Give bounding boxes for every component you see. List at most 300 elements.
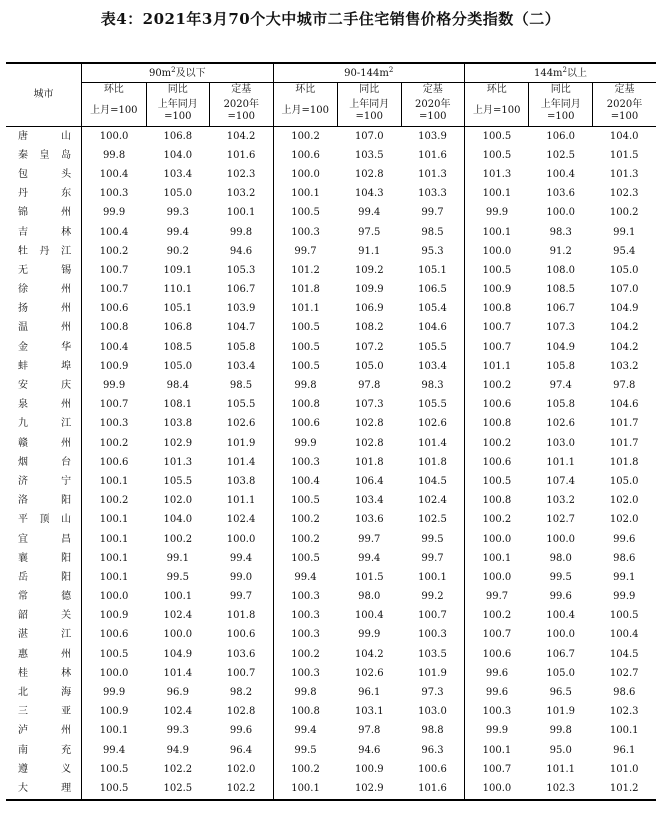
value-cell: 102.4	[418, 495, 447, 507]
subheader-mom: 环比	[273, 83, 337, 97]
value-cell: 106.4	[354, 475, 384, 487]
city-cell: 牡丹江	[6, 242, 82, 261]
value-cell: 99.1	[166, 552, 189, 564]
table-row	[6, 261, 656, 280]
value-cell: 104.9	[163, 648, 193, 660]
value-cell: 104.0	[163, 514, 193, 526]
base-label: 2020年 =100	[401, 96, 464, 127]
value-cell: 107.3	[546, 322, 576, 334]
value-cell: 101.9	[546, 706, 576, 718]
value-cell: 99.9	[613, 591, 636, 603]
value-cell: 106.7	[546, 303, 576, 315]
value-cell: 100.5	[273, 204, 337, 223]
value-cell: 104.5	[418, 475, 447, 487]
value-cell: 100.2	[609, 207, 639, 219]
value-cell: 100.2	[99, 437, 129, 449]
value-cell: 100.9	[99, 610, 129, 622]
value-cell: 98.0	[549, 552, 572, 564]
city-cell: 宜昌	[6, 530, 82, 549]
value-cell: 100.1	[99, 552, 129, 564]
table-row	[6, 165, 656, 184]
group-header-large: $144m^2$以上	[464, 64, 656, 83]
value-cell: 100.3	[273, 664, 337, 683]
value-cell: 96.1	[358, 687, 381, 699]
value-cell: 100.0	[546, 533, 576, 545]
value-cell: 96.9	[166, 687, 189, 699]
value-cell: 95.4	[613, 245, 636, 257]
value-cell: 100.5	[99, 648, 129, 660]
city-cell: 泉州	[6, 396, 82, 415]
value-cell: 99.9	[464, 722, 528, 741]
value-cell: 104.9	[546, 341, 576, 353]
value-cell: 100.1	[99, 514, 129, 526]
value-cell: 100.2	[464, 607, 528, 626]
value-cell: 100.5	[99, 763, 129, 775]
value-cell: 109.1	[163, 264, 193, 276]
value-cell: 97.4	[549, 380, 572, 392]
city-cell: 无锡	[6, 261, 82, 280]
value-cell: 104.7	[226, 322, 256, 334]
value-cell: 102.3	[226, 168, 256, 180]
table-row	[6, 472, 656, 491]
city-cell: 徐州	[6, 281, 82, 300]
page-title: 表4：2021年3月70个大中城市二手住宅销售价格分类指数（二）	[100, 10, 561, 28]
price-index-table	[6, 62, 656, 801]
table-row	[6, 338, 656, 357]
value-cell: 108.1	[163, 399, 193, 411]
value-cell: 108.5	[163, 341, 193, 353]
city-cell: 遵义	[6, 760, 82, 779]
value-cell: 106.9	[354, 303, 384, 315]
value-cell: 106.5	[418, 284, 447, 296]
value-cell: 100.3	[273, 607, 337, 626]
value-cell: 100.6	[464, 453, 528, 472]
city-cell: 常德	[6, 588, 82, 607]
value-cell: 102.4	[226, 514, 256, 526]
value-cell: 105.5	[226, 399, 256, 411]
value-cell: 100.7	[464, 338, 528, 357]
value-cell: 103.1	[354, 706, 384, 718]
table-row	[6, 357, 656, 376]
value-cell: 103.9	[418, 130, 447, 142]
value-cell: 96.3	[421, 744, 444, 756]
value-cell: 102.8	[226, 706, 256, 718]
city-cell: 泸州	[6, 722, 82, 741]
value-cell: 103.4	[418, 360, 447, 372]
value-cell: 100.2	[163, 533, 193, 545]
value-cell: 99.4	[166, 226, 189, 238]
value-cell: 98.3	[421, 380, 444, 392]
value-cell: 100.4	[99, 341, 129, 353]
value-cell: 99.5	[421, 533, 444, 545]
value-cell: 99.9	[102, 380, 126, 392]
value-cell: 103.6	[546, 188, 576, 200]
value-cell: 101.2	[592, 779, 656, 799]
city-cell: 金华	[6, 338, 82, 357]
value-cell: 107.3	[354, 399, 384, 411]
value-cell: 100.2	[464, 434, 528, 453]
value-cell: 99.6	[613, 533, 636, 545]
value-cell: 104.6	[418, 322, 447, 334]
city-cell: 安庆	[6, 376, 82, 395]
value-cell: 100.5	[273, 357, 337, 376]
value-cell: 103.6	[226, 648, 256, 660]
table-row	[6, 607, 656, 626]
city-cell: 丹东	[6, 185, 82, 204]
value-cell: 100.6	[273, 415, 337, 434]
value-cell: 101.6	[226, 149, 256, 161]
value-cell: 100.1	[464, 185, 528, 204]
value-cell: 102.3	[609, 706, 639, 718]
value-cell: 100.7	[464, 319, 528, 338]
value-cell: 101.9	[418, 667, 447, 679]
value-cell: 100.7	[99, 284, 129, 296]
value-cell: 99.6	[229, 725, 253, 737]
value-cell: 94.9	[166, 744, 189, 756]
value-cell: 107.2	[354, 341, 384, 353]
city-cell: 扬州	[6, 300, 82, 319]
city-cell: 烟台	[6, 453, 82, 472]
value-cell: 99.6	[464, 664, 528, 683]
value-cell: 101.4	[163, 667, 193, 679]
value-cell: 102.0	[609, 514, 639, 526]
value-cell: 91.2	[549, 245, 572, 257]
value-cell: 108.0	[546, 264, 576, 276]
value-cell: 101.3	[464, 165, 528, 184]
value-cell: 101.5	[609, 149, 639, 161]
value-cell: 100.1	[99, 725, 129, 737]
city-cell: 九江	[6, 415, 82, 434]
table-row	[6, 511, 656, 530]
value-cell: 102.2	[163, 763, 193, 775]
value-cell: 100.7	[99, 399, 129, 411]
city-cell: 蚌埠	[6, 357, 82, 376]
value-cell: 106.7	[226, 284, 256, 296]
value-cell: 99.8	[549, 725, 572, 737]
value-cell: 109.2	[354, 264, 384, 276]
value-cell: 100.3	[273, 223, 337, 242]
value-cell: 100.6	[226, 629, 256, 641]
city-column-header: 城市	[6, 64, 82, 127]
value-cell: 105.1	[418, 264, 447, 276]
city-cell: 包头	[6, 165, 82, 184]
table-row	[6, 434, 656, 453]
city-cell: 秦皇岛	[6, 146, 82, 165]
base-label: 上年同月 =100	[146, 96, 209, 127]
value-cell: 99.9	[273, 434, 337, 453]
value-cell: 105.1	[163, 303, 193, 315]
city-cell: 平顶山	[6, 511, 82, 530]
subheader-yoy: 同比	[529, 83, 592, 97]
value-cell: 96.5	[549, 687, 572, 699]
value-cell: 100.6	[273, 146, 337, 165]
value-cell: 104.2	[354, 648, 384, 660]
value-cell: 103.2	[546, 495, 576, 507]
value-cell: 104.2	[226, 130, 256, 142]
table-row	[6, 760, 656, 779]
value-cell: 100.3	[464, 703, 528, 722]
table-row	[6, 376, 656, 395]
value-cell: 107.0	[354, 130, 384, 142]
value-cell: 100.1	[273, 185, 337, 204]
value-cell: 99.7	[421, 552, 444, 564]
value-cell: 105.0	[163, 188, 193, 200]
table-row	[6, 549, 656, 568]
city-cell: 吉林	[6, 223, 82, 242]
value-cell: 100.1	[99, 475, 129, 487]
value-cell: 100.2	[99, 495, 129, 507]
city-cell: 湛江	[6, 626, 82, 645]
value-cell: 102.8	[354, 418, 384, 430]
value-cell: 100.5	[273, 338, 337, 357]
table-row	[6, 185, 656, 204]
city-cell: 洛阳	[6, 492, 82, 511]
city-cell: 南充	[6, 741, 82, 760]
city-cell: 岳阳	[6, 568, 82, 587]
value-cell: 102.5	[546, 149, 576, 161]
value-cell: 100.5	[464, 261, 528, 280]
value-cell: 100.3	[99, 188, 129, 200]
city-cell: 温州	[6, 319, 82, 338]
value-cell: 108.2	[354, 322, 384, 334]
table-row	[6, 626, 656, 645]
value-cell: 94.6	[229, 245, 253, 257]
value-cell: 99.5	[549, 571, 572, 583]
value-cell: 97.3	[421, 687, 444, 699]
value-cell: 108.5	[546, 284, 576, 296]
value-cell: 100.2	[273, 511, 337, 530]
value-cell: 100.1	[226, 207, 256, 219]
value-cell: 103.6	[354, 514, 384, 526]
value-cell: 102.5	[418, 514, 447, 526]
value-cell: 100.2	[464, 376, 528, 395]
value-cell: 101.6	[418, 149, 447, 161]
value-cell: 100.6	[464, 645, 528, 664]
value-cell: 105.0	[163, 360, 193, 372]
value-cell: 100.4	[99, 226, 129, 238]
value-cell: 100.5	[273, 549, 337, 568]
city-cell: 唐山	[6, 127, 82, 147]
value-cell: 100.0	[546, 629, 576, 641]
value-cell: 100.5	[82, 779, 146, 799]
value-cell: 100.7	[418, 610, 447, 622]
value-cell: 100.3	[273, 588, 337, 607]
value-cell: 99.4	[273, 568, 337, 587]
value-cell: 100.8	[464, 415, 528, 434]
value-cell: 104.6	[609, 399, 639, 411]
value-cell: 100.1	[464, 549, 528, 568]
value-cell: 105.0	[609, 264, 639, 276]
value-cell: 100.7	[226, 667, 256, 679]
city-cell: 三亚	[6, 703, 82, 722]
value-cell: 101.6	[401, 779, 464, 799]
table-row	[6, 683, 656, 702]
value-cell: 102.7	[546, 514, 576, 526]
value-cell: 100.5	[273, 319, 337, 338]
value-cell: 100.3	[273, 626, 337, 645]
value-cell: 104.5	[609, 648, 639, 660]
value-cell: 100.7	[464, 760, 528, 779]
value-cell: 105.8	[546, 360, 576, 372]
value-cell: 103.8	[226, 475, 256, 487]
value-cell: 101.4	[418, 437, 447, 449]
city-cell: 桂林	[6, 664, 82, 683]
value-cell: 99.4	[358, 552, 381, 564]
value-cell: 101.2	[273, 261, 337, 280]
value-cell: 104.3	[354, 188, 384, 200]
table-row	[6, 530, 656, 549]
table-row	[6, 281, 656, 300]
value-cell: 99.7	[273, 242, 337, 261]
value-cell: 99.7	[358, 533, 381, 545]
table-row	[6, 645, 656, 664]
value-cell: 105.4	[418, 303, 447, 315]
value-cell: 103.2	[226, 188, 256, 200]
value-cell: 100.1	[99, 533, 129, 545]
value-cell: 105.0	[609, 475, 639, 487]
value-cell: 101.7	[609, 418, 639, 430]
table-row	[6, 703, 656, 722]
value-cell: 102.0	[163, 495, 193, 507]
value-cell: 99.5	[273, 741, 337, 760]
value-cell: 102.0	[226, 763, 256, 775]
value-cell: 102.6	[226, 418, 256, 430]
value-cell: 101.8	[226, 610, 256, 622]
value-cell: 100.4	[546, 610, 576, 622]
value-cell: 100.2	[273, 530, 337, 549]
value-cell: 99.6	[549, 591, 572, 603]
value-cell: 100.9	[99, 360, 129, 372]
value-cell: 100.5	[464, 127, 528, 147]
value-cell: 96.1	[613, 744, 636, 756]
table-row	[6, 127, 656, 147]
value-cell: 105.5	[418, 399, 447, 411]
value-cell: 100.2	[464, 511, 528, 530]
city-cell: 赣州	[6, 434, 82, 453]
value-cell: 100.1	[464, 741, 528, 760]
value-cell: 107.0	[609, 284, 639, 296]
value-cell: 100.3	[99, 418, 129, 430]
value-cell: 101.3	[609, 168, 639, 180]
table-row	[6, 722, 656, 741]
value-cell: 102.4	[163, 706, 193, 718]
table-row	[6, 664, 656, 683]
table-row	[6, 568, 656, 587]
value-cell: 95.0	[549, 744, 572, 756]
value-cell: 100.2	[273, 645, 337, 664]
value-cell: 100.8	[464, 300, 528, 319]
value-cell: 91.1	[358, 245, 381, 257]
value-cell: 100.0	[273, 165, 337, 184]
value-cell: 99.8	[273, 683, 337, 702]
value-cell: 100.4	[99, 168, 129, 180]
value-cell: 98.2	[229, 687, 253, 699]
subheader-fixed: 定基	[592, 83, 656, 97]
value-cell: 99.7	[229, 591, 253, 603]
value-cell: 105.5	[418, 341, 447, 353]
value-cell: 100.7	[99, 264, 129, 276]
value-cell: 99.1	[613, 571, 636, 583]
value-cell: 103.0	[546, 437, 576, 449]
value-cell: 99.4	[229, 552, 253, 564]
value-cell: 100.0	[464, 242, 528, 261]
value-cell: 101.3	[163, 456, 193, 468]
value-cell: 106.8	[163, 322, 193, 334]
value-cell: 100.8	[273, 703, 337, 722]
value-cell: 100.4	[354, 610, 384, 622]
value-cell: 99.2	[421, 591, 444, 603]
value-cell: 109.9	[354, 284, 384, 296]
value-cell: 100.5	[273, 492, 337, 511]
value-cell: 101.8	[418, 456, 447, 468]
value-cell: 106.8	[163, 130, 193, 142]
group-header-medium: $90-144m^2$	[273, 64, 464, 83]
value-cell: 102.3	[609, 188, 639, 200]
value-cell: 98.6	[613, 687, 636, 699]
value-cell: 100.1	[99, 571, 129, 583]
value-cell: 100.1	[273, 779, 337, 799]
value-cell: 102.0	[609, 495, 639, 507]
value-cell: 103.4	[163, 168, 193, 180]
value-cell: 105.5	[163, 475, 193, 487]
value-cell: 99.3	[166, 725, 189, 737]
value-cell: 100.4	[609, 629, 639, 641]
value-cell: 102.5	[146, 779, 209, 799]
value-cell: 100.9	[354, 763, 384, 775]
value-cell: 101.1	[546, 456, 576, 468]
value-cell: 100.6	[418, 763, 447, 775]
value-cell: 100.5	[464, 146, 528, 165]
value-cell: 100.0	[99, 667, 129, 679]
value-cell: 102.8	[354, 437, 384, 449]
base-label: 上月=100	[82, 96, 146, 127]
table-row	[6, 223, 656, 242]
value-cell: 104.9	[609, 303, 639, 315]
value-cell: 101.7	[609, 437, 639, 449]
value-cell: 105.8	[226, 341, 256, 353]
value-cell: 102.3	[529, 779, 592, 799]
subheader-mom: 环比	[464, 83, 528, 97]
value-cell: 103.2	[609, 360, 639, 372]
value-cell: 100.4	[273, 472, 337, 491]
value-cell: 100.0	[464, 530, 528, 549]
value-cell: 100.0	[226, 533, 256, 545]
value-cell: 99.9	[464, 204, 528, 223]
subheader-yoy: 同比	[338, 83, 401, 97]
value-cell: 102.9	[338, 779, 401, 799]
base-label: 2020年 =100	[210, 96, 273, 127]
value-cell: 100.0	[99, 591, 129, 603]
value-cell: 107.4	[546, 475, 576, 487]
value-cell: 98.4	[166, 380, 189, 392]
value-cell: 100.2	[273, 127, 337, 147]
value-cell: 100.7	[464, 626, 528, 645]
value-cell: 102.4	[163, 610, 193, 622]
value-cell: 95.3	[421, 245, 444, 257]
value-cell: 101.1	[273, 300, 337, 319]
base-label: 2020年 =100	[592, 96, 656, 127]
value-cell: 99.4	[273, 722, 337, 741]
value-cell: 100.0	[464, 779, 528, 799]
value-cell: 99.0	[229, 571, 253, 583]
value-cell: 100.1	[163, 591, 193, 603]
value-cell: 94.6	[358, 744, 381, 756]
base-label: 上月=100	[464, 96, 528, 127]
value-cell: 110.1	[163, 284, 193, 296]
value-cell: 100.6	[99, 629, 129, 641]
subheader-mom: 环比	[82, 83, 146, 97]
table-row	[6, 779, 656, 799]
